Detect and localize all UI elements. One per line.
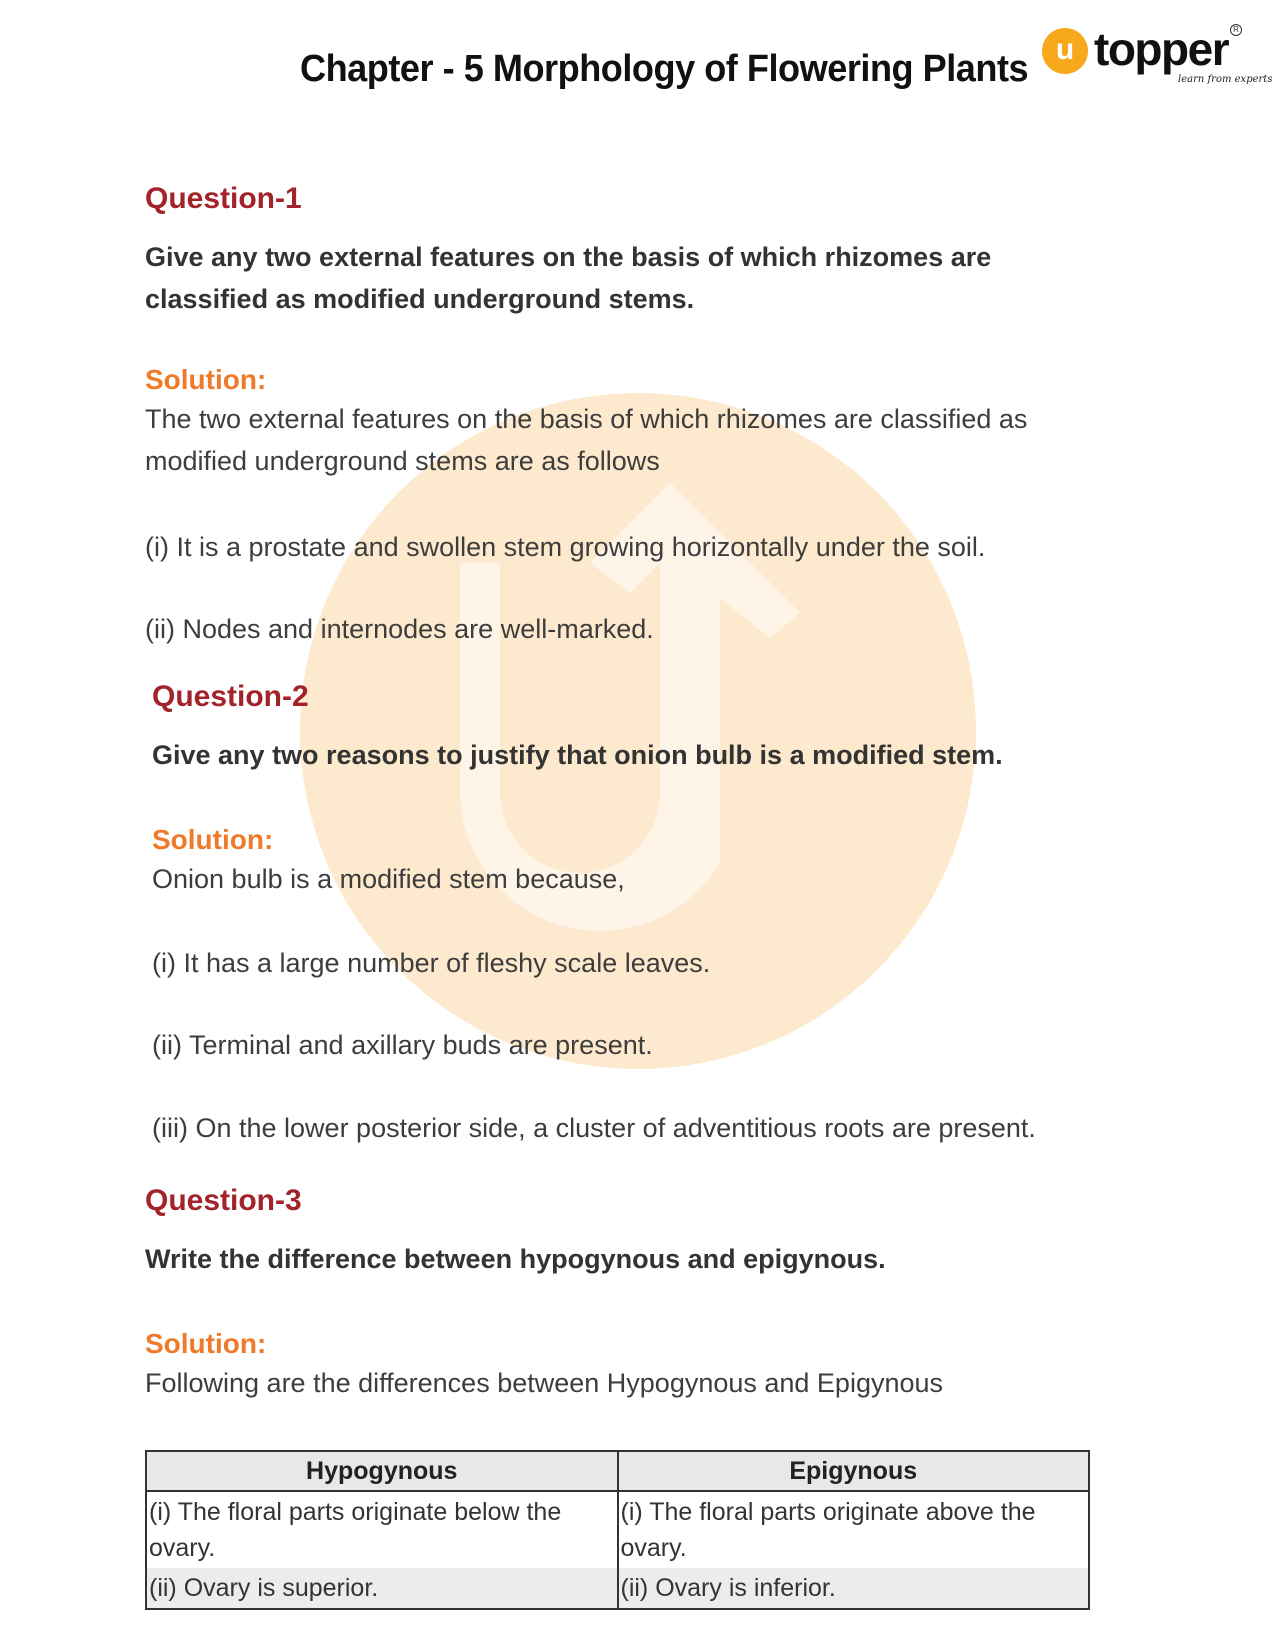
solution-2-point-1: (i) It has a large number of fleshy scale leaves. [152,948,711,978]
topper-logo[interactable] [1042,22,1273,92]
solution-2-intro: Onion bulb is a modified stem because, [152,864,625,894]
solution-2-point-3: (iii) On the lower posterior side, a cluster of adventitious roots are present. [152,1113,1036,1143]
table-cell: (i) The floral parts originate below the ovary. [146,1491,618,1568]
question-3-label: Question-3 [145,1184,302,1217]
difference-table [145,1450,1090,1610]
solution-2-label: Solution: [152,824,274,855]
table-row [146,1568,1089,1609]
logo-wordmark: topper [1094,23,1229,75]
topper-logo-icon: u [1042,28,1088,74]
question-2-text: Give any two reasons to justify that onion bulb is a modified stem. [152,740,1003,770]
page-title: Chapter - 5 Morphology of Flowering Plants [300,48,1029,90]
table-cell: (ii) Ovary is superior. [146,1568,618,1609]
table-header-hypogynous: Hypogynous [146,1451,618,1491]
solution-1-label: Solution: [145,364,267,395]
solution-3-label: Solution: [145,1328,267,1359]
table-cell: (i) The floral parts originate above the ovary. [618,1491,1090,1568]
solution-1-point-1: (i) It is a prostate and swollen stem growing horizontally under the soil. [145,532,986,562]
question-1-text: Give any two external features on the basis of which rhizomes are classified as modified underground stems. [145,242,992,314]
solution-2-point-2: (ii) Terminal and axillary buds are present. [152,1030,653,1060]
question-3-text: Write the difference between hypogynous and epigynous. [145,1244,886,1274]
table-row [146,1491,1089,1568]
question-1-label: Question-1 [145,182,302,215]
question-2-label: Question-2 [152,680,309,713]
table-header-epigynous: Epigynous [618,1451,1090,1491]
registered-mark-icon: R [1230,24,1242,36]
logo-tagline: learn from experts [1178,74,1273,85]
solution-1-intro: The two external features on the basis of which rhizomes are classified as modified underground stems are as follows [145,404,1028,476]
solution-3-intro: Following are the differences between Hypogynous and Epigynous [145,1368,944,1398]
solution-1-point-2: (ii) Nodes and internodes are well-marked. [145,614,654,644]
table-header-row [146,1451,1089,1491]
table-cell: (ii) Ovary is inferior. [618,1568,1090,1609]
